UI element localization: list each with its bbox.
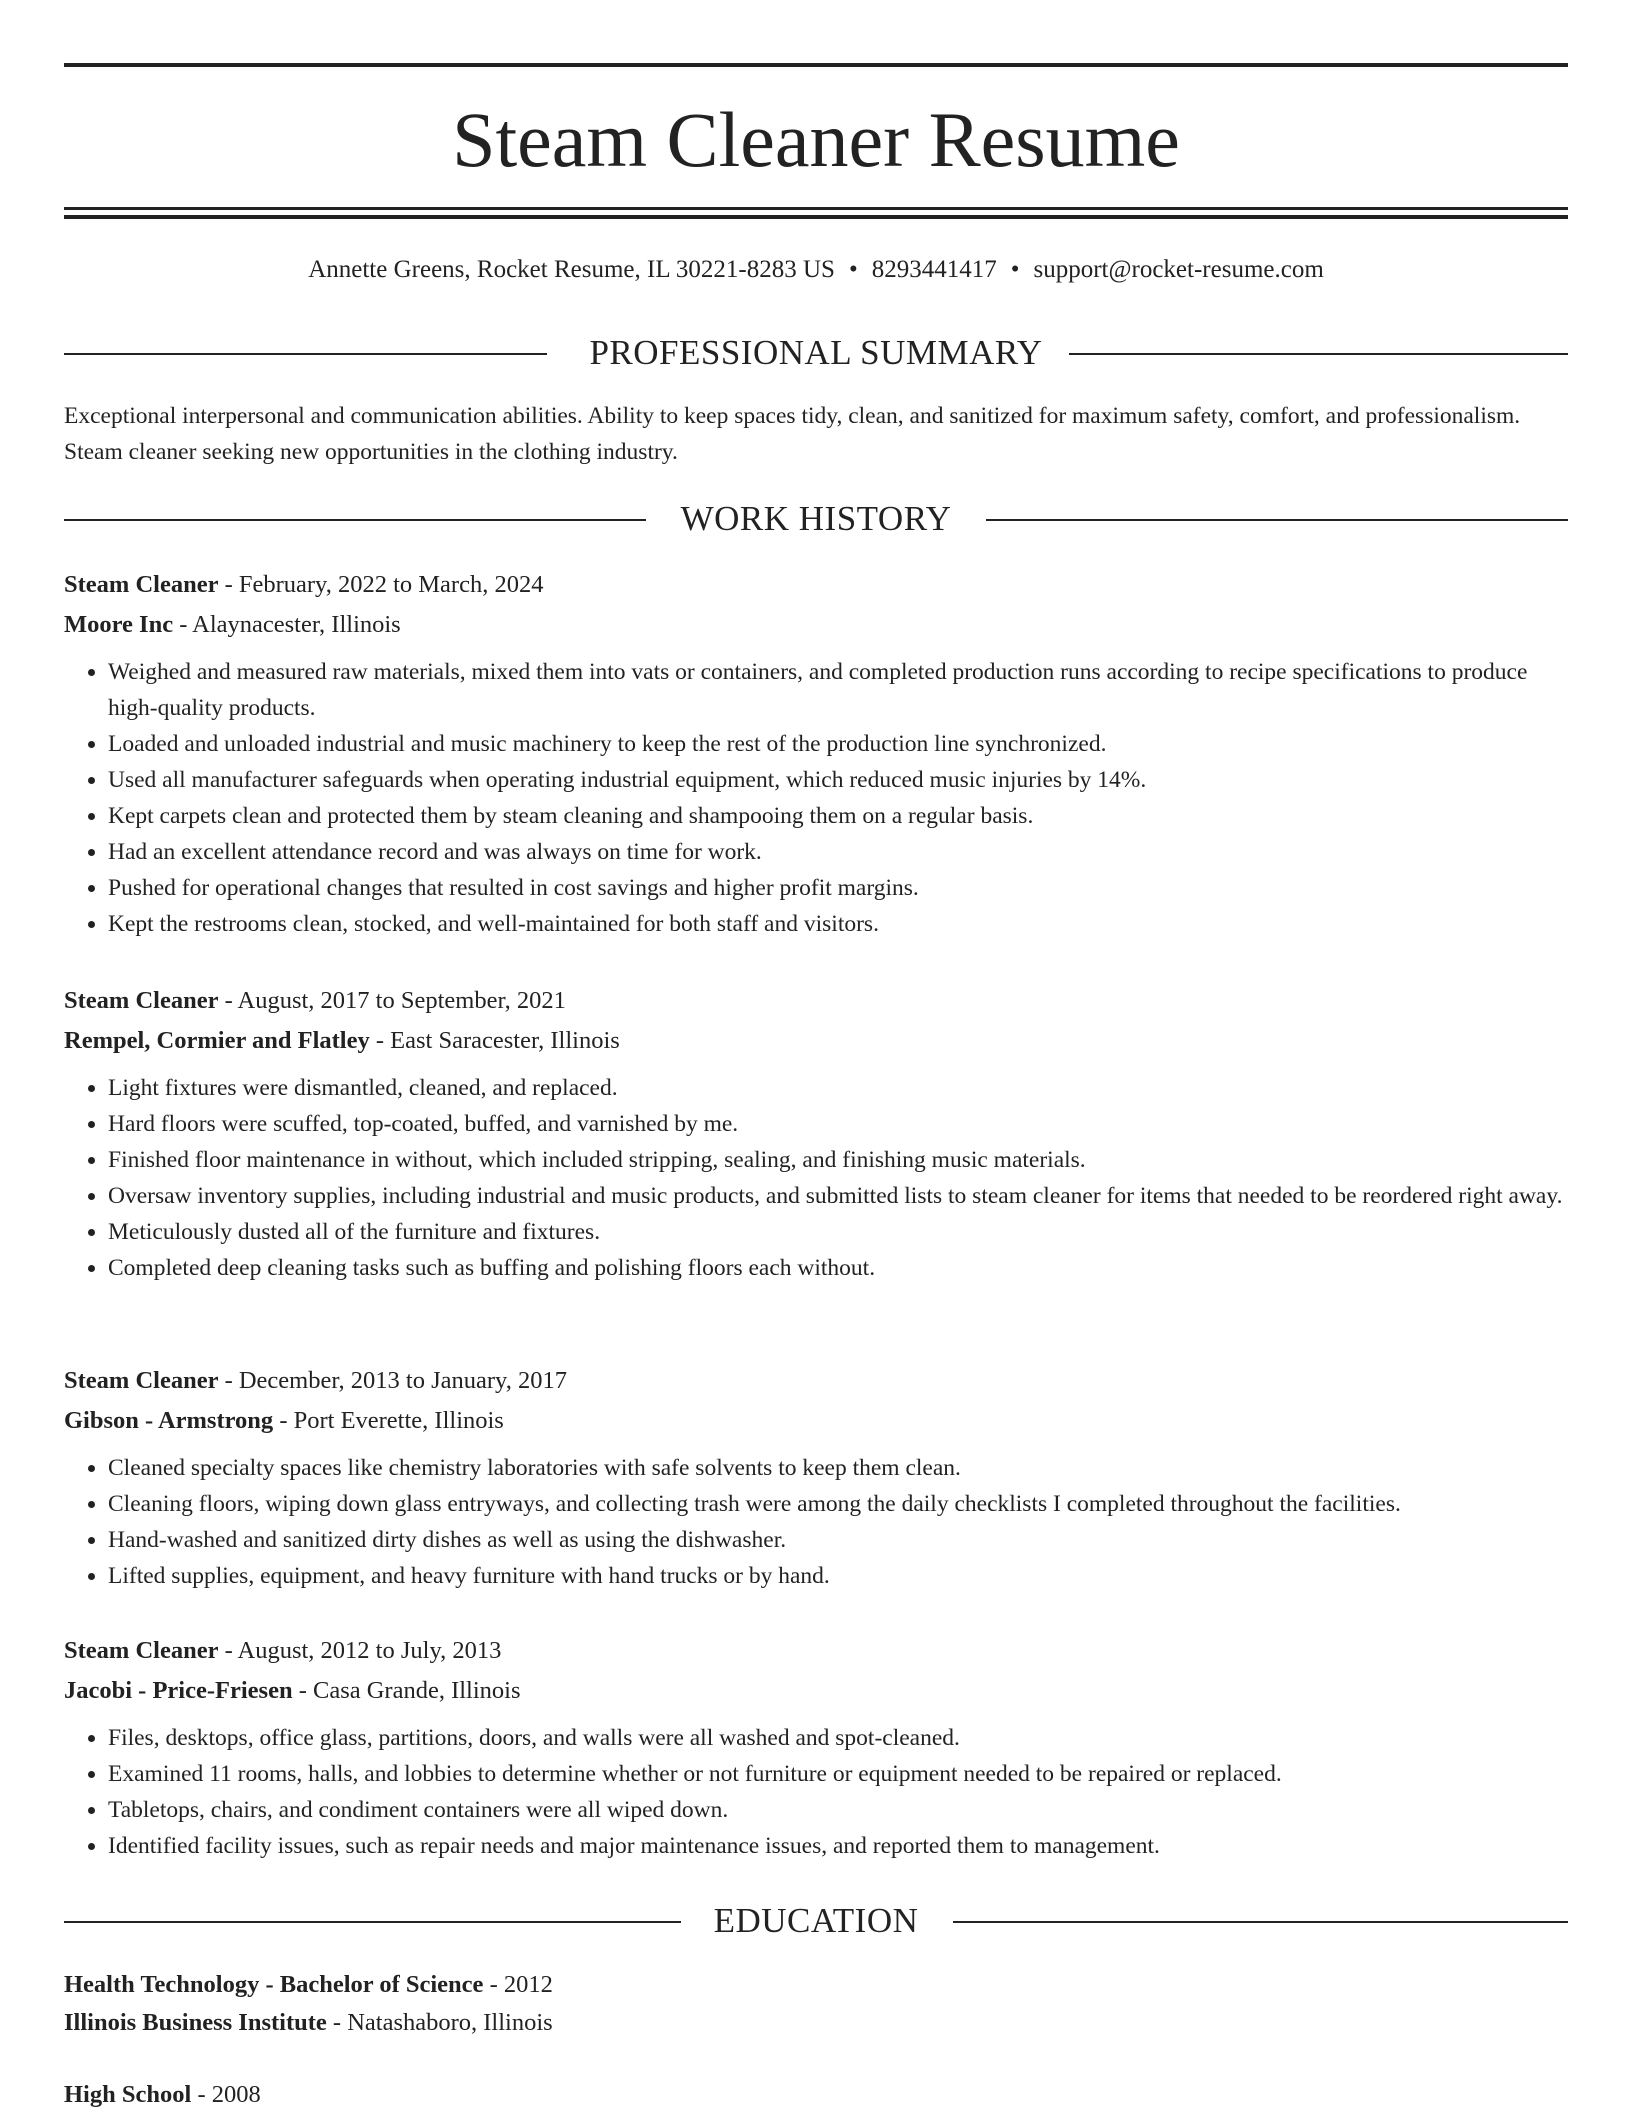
contact-separator: • — [1010, 256, 1020, 283]
job-title: Steam Cleaner — [64, 1637, 219, 1664]
education-year: - 2012 — [483, 1971, 553, 1998]
job-bullet: • Kept the restrooms clean, stocked, and well-maintained for both staff and visitors. — [108, 906, 1568, 942]
job-company: Rempel, Cormier and Flatley — [64, 1027, 370, 1054]
job-location: - Casa Grande, Illinois — [292, 1677, 521, 1704]
job-bullet: • Had an excellent attendance record and was always on time for work. — [108, 834, 1568, 870]
job-bullet: • Hard floors were scuffed, top-coated, buffed, and varnished by me. — [108, 1106, 1568, 1142]
job-dates: - August, 2017 to September, 2021 — [218, 987, 566, 1014]
job-title: Steam Cleaner — [64, 987, 219, 1014]
education-entry — [64, 1966, 1568, 2042]
education-location: - Natashaboro, Illinois — [326, 2009, 553, 2036]
job-bullet: • Loaded and unloaded industrial and music machinery to keep the rest of the production line synchronized. — [108, 726, 1568, 762]
job-bullet: • Lifted supplies, equipment, and heavy furniture with hand trucks or by hand. — [108, 1558, 1568, 1594]
title-rule-upper — [64, 207, 1568, 210]
job-bullet: • Completed deep cleaning tasks such as buffing and polishing floors each without. — [108, 1250, 1568, 1286]
job-bullet: • Hand-washed and sanitized dirty dishes as well as using the dishwasher. — [108, 1522, 1568, 1558]
job-dates: - August, 2012 to July, 2013 — [218, 1637, 502, 1664]
job-bullet: • Tabletops, chairs, and condiment containers were all wiped down. — [108, 1792, 1568, 1828]
job-company: Moore Inc — [64, 611, 174, 638]
education-entry — [64, 2076, 1568, 2114]
job-company: Gibson - Armstrong — [64, 1407, 274, 1434]
job-bullet: • Oversaw inventory supplies, including industrial and music products, and submitted lists to steam cleaner for items that needed to be reordered right away. — [108, 1178, 1568, 1214]
job-bullet: • Weighed and measured raw materials, mixed them into vats or containers, and completed production runs according to recipe specifications to produce high-quality products. — [108, 654, 1568, 726]
job-dates: - December, 2013 to January, 2017 — [218, 1367, 567, 1394]
contact-phone: 8293441417 — [871, 256, 997, 283]
job-bullet: • Identified facility issues, such as repair needs and major maintenance issues, and reported them to management. — [108, 1828, 1568, 1864]
job-bullet: • Meticulously dusted all of the furniture and fixtures. — [108, 1214, 1568, 1250]
job-entry — [64, 1361, 1568, 1594]
job-bullet: • Examined 11 rooms, halls, and lobbies to determine whether or not furniture or equipment needed to be repaired or replaced. — [108, 1756, 1568, 1792]
resume-title: Steam Cleaner Resume — [452, 96, 1180, 183]
job-bullet: • Cleaning floors, wiping down glass entryways, and collecting trash were among the daily checklists I completed throughout the facilities. — [108, 1486, 1568, 1522]
job-location: - Alaynacester, Illinois — [173, 611, 401, 638]
job-bullet: • Cleaned specialty spaces like chemistry laboratories with safe solvents to keep them clean. — [108, 1450, 1568, 1486]
job-entry — [64, 981, 1568, 1286]
contact-address: Annette Greens, Rocket Resume, IL 30221-8283 US — [308, 256, 835, 283]
job-location: - East Saracester, Illinois — [369, 1027, 620, 1054]
job-title: Steam Cleaner — [64, 571, 219, 598]
contact-separator: • — [848, 256, 858, 283]
job-bullets — [64, 1450, 1568, 1594]
work-history-heading-label: WORK HISTORY — [680, 499, 952, 538]
education-heading-label: EDUCATION — [713, 1901, 919, 1940]
job-entry — [64, 565, 1568, 942]
summary-text: Exceptional interpersonal and communication abilities. Ability to keep spaces tidy, clean, and sanitized for maximum safety, comfort, and professionalism. Steam cleaner seeking new opportunities in the clothing industry. — [64, 403, 1521, 465]
job-company: Jacobi - Price-Friesen — [64, 1677, 293, 1704]
education-heading — [64, 1901, 1568, 1941]
summary-heading — [64, 333, 1568, 373]
job-bullet: • Finished floor maintenance in without, which included stripping, sealing, and finishing music materials. — [108, 1142, 1568, 1178]
top-rule — [64, 63, 1568, 67]
job-dates: - February, 2022 to March, 2024 — [218, 571, 544, 598]
education-year: - 2008 — [191, 2081, 261, 2108]
job-bullets — [64, 654, 1568, 942]
job-bullet: • Kept carpets clean and protected them by steam cleaning and shampooing them on a regular basis. — [108, 798, 1568, 834]
work-history-heading — [64, 499, 1568, 539]
education-degree: High School — [64, 2081, 192, 2108]
job-entry — [64, 1631, 1568, 1864]
job-bullet: • Used all manufacturer safeguards when operating industrial equipment, which reduced music injuries by 14%. — [108, 762, 1568, 798]
contact-line — [64, 254, 1568, 286]
education-degree: Health Technology - Bachelor of Science — [64, 1971, 484, 1998]
job-bullet: • Files, desktops, office glass, partitions, doors, and walls were all washed and spot-cleaned. — [108, 1720, 1568, 1756]
summary-heading-label: PROFESSIONAL SUMMARY — [589, 333, 1043, 372]
job-bullets — [64, 1070, 1568, 1286]
job-bullets — [64, 1720, 1568, 1864]
contact-email: support@rocket-resume.com — [1033, 256, 1324, 283]
job-bullet: • Light fixtures were dismantled, cleaned, and replaced. — [108, 1070, 1568, 1106]
title-rule-lower — [64, 215, 1568, 219]
job-location: - Port Everette, Illinois — [273, 1407, 504, 1434]
education-school: Illinois Business Institute — [64, 2009, 327, 2036]
job-title: Steam Cleaner — [64, 1367, 219, 1394]
job-bullet: • Pushed for operational changes that resulted in cost savings and higher profit margins. — [108, 870, 1568, 906]
